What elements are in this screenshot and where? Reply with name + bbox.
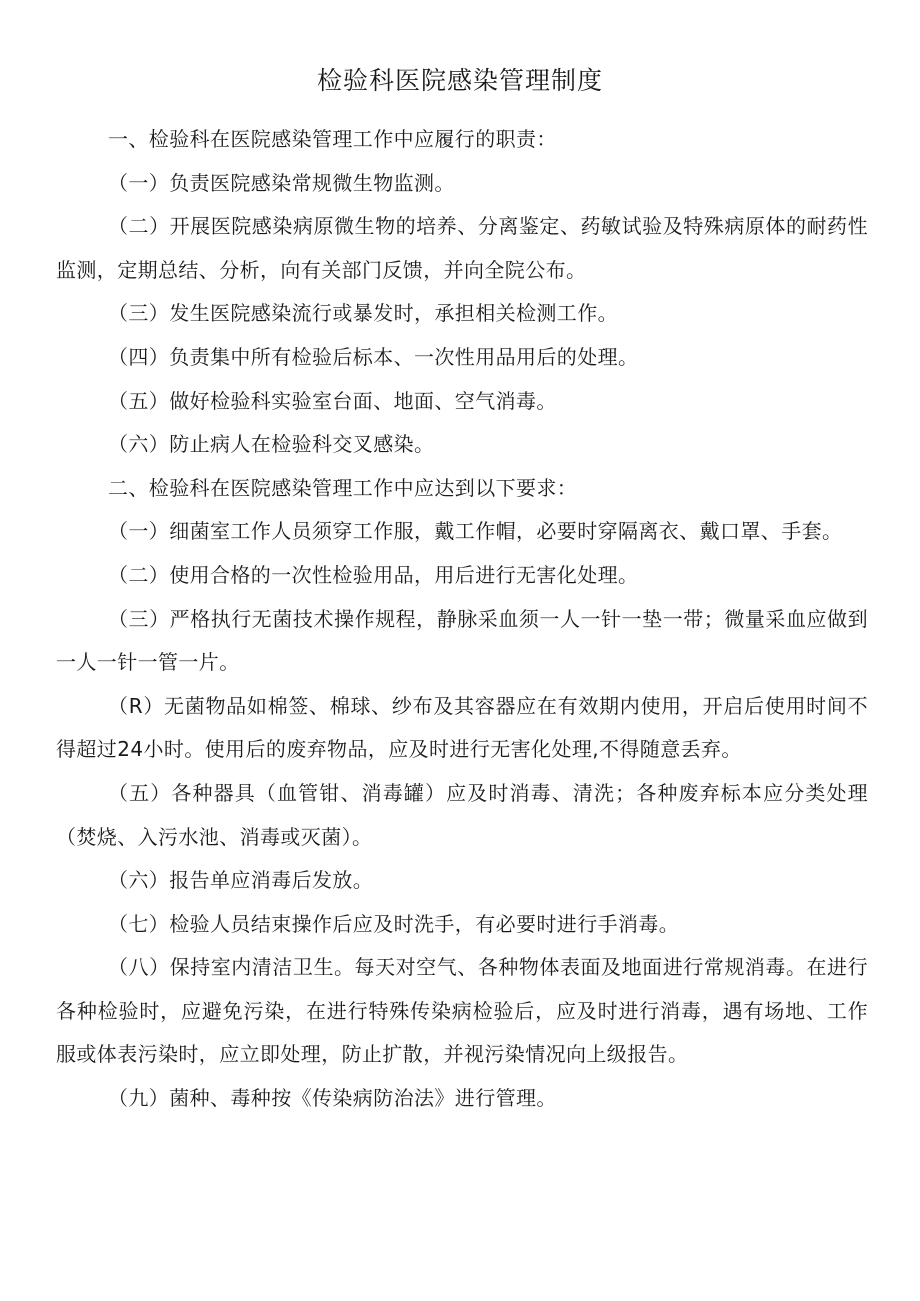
page-title: 检验科医院感染管理制度 bbox=[316, 66, 603, 95]
list-item: （一）负责医院感染常规微生物监测。 bbox=[108, 170, 455, 195]
list-item: （一）细菌室工作人员须穿工作服，戴工作帽，必要时穿隔离衣、戴口罩、手套。 bbox=[108, 519, 843, 544]
section-heading-duties: 一、检验科在医院感染管理工作中应履行的职责： bbox=[108, 127, 557, 151]
document-body bbox=[56, 118, 868, 1121]
list-item: （七）检验人员结束操作后应及时洗手，有必要时进行手消毒。 bbox=[108, 911, 680, 936]
list-item: （五）各种器具（血管钳、消毒罐）应及时消毒、清洗；各种废弃标本应分类处理（焚烧、入污水池、消毒或灭菌）。 bbox=[56, 780, 868, 849]
list-item: （八）保持室内清洁卫生。每天对空气、各种物体表面及地面进行常规消毒。在进行各种检验时，应避免污染，在进行特殊传染病检验后，应及时进行消毒，遇有场地、工作服或体表污染时，应立即处理，防止扩散，并视污染情况向上级报告。 bbox=[56, 955, 868, 1067]
list-item: （六）防止病人在检验科交叉感染。 bbox=[108, 432, 435, 457]
list-item: （二）使用合格的一次性检验用品，用后进行无害化处理。 bbox=[108, 562, 639, 587]
list-item: （二）开展医院感染病原微生物的培养、分离鉴定、药敏试验及特殊病原体的耐药性监测，定期总结、分析，向有关部门反馈，并向全院公布。 bbox=[56, 214, 868, 282]
list-item: （九）菌种、毒种按《传染病防治法》进行管理。 bbox=[108, 1086, 557, 1111]
list-item: （三）严格执行无菌技术操作规程，静脉采血须一人一针一垫一带；微量采血应做到一人一针一管一片。 bbox=[56, 606, 868, 675]
section-heading-requirements: 二、检验科在医院感染管理工作中应达到以下要求： bbox=[108, 475, 578, 500]
list-item: （R）无菌物品如棉签、棉球、纱布及其容器应在有效期内使用，开启后使用时间不得超过24小时。使用后的废弃物品，应及时进行无害化处理,不得随意丢弃。 bbox=[56, 693, 868, 762]
list-item: （六）报告单应消毒后发放。 bbox=[108, 868, 374, 893]
list-item: （四）负责集中所有检验后标本、一次性用品用后的处理。 bbox=[108, 344, 639, 369]
list-item: （五）做好检验科实验室台面、地面、空气消毒。 bbox=[108, 388, 557, 413]
list-item: （三）发生医院感染流行或暴发时，承担相关检测工作。 bbox=[108, 301, 618, 326]
